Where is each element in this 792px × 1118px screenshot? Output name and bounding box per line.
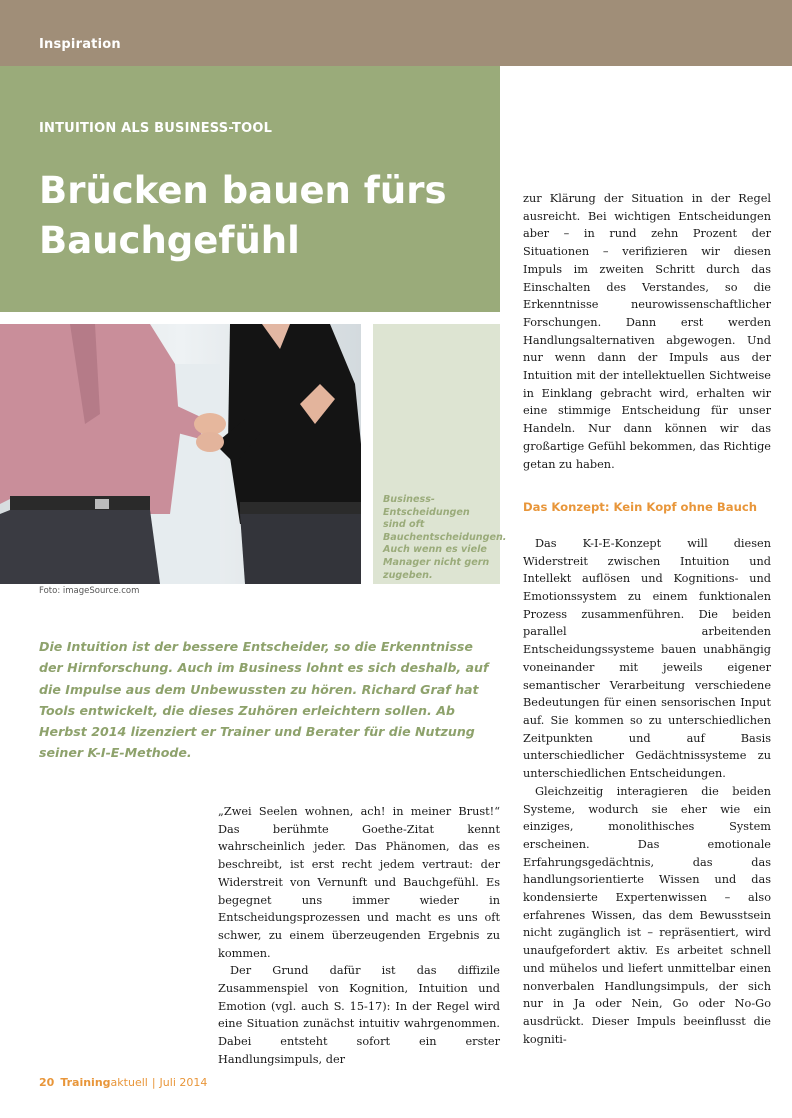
body-paragraph: Gleichzeitig interagieren die beiden Systeme, wodurch sie eher wie ein einziges, monolithisches System erscheinen. Das emotionale Erfahrungsgedächtnis, das das handlungsorientierte Wissen und das kondensierte Expertenwissen – also erfahrenes Wissen, das dem Bewusstsein nicht zugänglich ist – repräsentiert, wird unaufgefordert aktiv. Es arbeitet schnell und mühelos und liefert unmittelbar einen nonverbalen Handlungsimpuls, der sich nur in Ja oder Nein, Go oder No-Go ausdrückt. Dieser Impuls beeinflusst die kogniti- <box>523 784 771 1046</box>
photo-caption: Business-Entscheidungen sind oft Bauchentscheidungen. Auch wenn es viele Manager nicht gern zugeben. <box>383 494 507 581</box>
article-title: Brücken bauen fürs Bauchgefühl <box>39 169 447 262</box>
business-people-photo-icon <box>0 324 361 584</box>
article-photo <box>0 324 361 584</box>
section-label: Inspiration <box>39 37 121 52</box>
body-paragraph: zur Klärung der Situation in der Regel ausreicht. Bei wichtigen Entscheidungen aber – in rund zehn Prozent der Situationen – verifizieren wir diesen Impuls im zweiten Schritt durch das Einschalten des Verstandes, so die Erkenntnisse neurowissenschaftlicher Forschungen. Dann erst werden Handlungsalternativen abgewogen. Und nur wenn dann der Impuls aus der Intuition mit der intellektuellen Sichtweise in Einklang gebracht wird, erhalten wir eine stimmige Entscheidung für unser Handeln. Nur dann können wir das großartige Gefühl bekommen, das Richtige getan zu haben. <box>523 192 771 471</box>
body-column-right <box>523 190 771 1048</box>
photo-credit: Foto: imageSource.com <box>39 586 140 596</box>
section-subhead: Das Konzept: Kein Kopf ohne Bauch <box>523 500 757 515</box>
issue-date: Juli 2014 <box>159 1076 208 1089</box>
body-paragraph: „Zwei Seelen wohnen, ach! in meiner Brust!“ Das berühmte Goethe-Zitat kennt wahrscheinlich jeder. Das Phänomen, das es beschreibt, ist erst recht jedem vertraut: der Widerstreit von Vernunft und Bauchgefühl. Es begegnet uns immer wieder in Entscheidungsprozessen und macht es uns oft schwer, zu einem überzeugenden Ergebnis zu kommen. <box>218 805 500 960</box>
body-paragraph: Der Grund dafür ist das diffizile Zusammenspiel von Kognition, Intuition und Emotion (vgl. auch S. 15-17): In der Regel wird eine Situation zunächst intuitiv wahrgenommen. Dabei entsteht sofort ein erster Handlungsimpuls, der <box>218 964 500 1066</box>
article-lead: Die Intuition ist der bessere Entscheider, so die Erkenntnisse der Hirnforschung. Auch im Business lohnt es sich deshalb, auf die Impulse aus dem Unbewussten zu hören. Richard Graf hat Tools entwickelt, die dieses Zuhören erleichtern sollen. Ab Herbst 2014 lizenziert er Trainer und Berater für die Nutzung seiner K-I-E-Methode. <box>39 639 489 761</box>
page-footer <box>39 1076 207 1089</box>
page-number: 20 <box>39 1076 55 1089</box>
article-kicker: INTUITION ALS BUSINESS-TOOL <box>39 121 273 136</box>
body-paragraph: Das K-I-E-Konzept will diesen Widerstreit zwischen Intuition und Intellekt auflösen und Kognitions- und Emotionssystem zu einem funktionalen Prozess zusammenführen. Die beiden parallel arbeitenden Entscheidungssysteme bauen unabhängig voneinander mit jeweils eigener semantischer Verarbeitung verschiedene Bedeutungen für einen sensorischen Input auf. Sie kommen so zu unterschiedlichen Zeitpunkten und auf Basis unterschiedlicher Gedächtnissysteme zu unterschiedlichen Entscheidungen. <box>523 536 771 781</box>
top-bar <box>0 0 792 66</box>
magazine-brand-bold: Training <box>60 1076 111 1089</box>
body-column-middle <box>218 803 500 1069</box>
caption-box <box>373 324 507 584</box>
footer-separator: | <box>151 1076 156 1089</box>
magazine-brand-light: aktuell <box>110 1076 148 1089</box>
